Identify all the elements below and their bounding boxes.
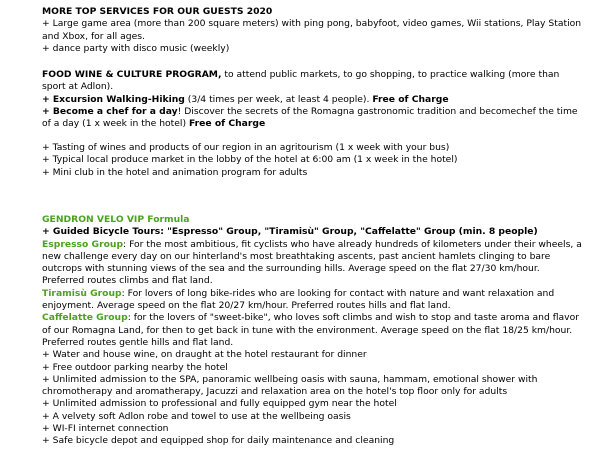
velo-espresso: [42, 239, 582, 288]
services-item-dance: + dance party with disco music (weekly): [42, 42, 230, 54]
food-list: [42, 142, 582, 179]
food-item-miniclub: + Mini club in the hotel and animation program for adults: [42, 166, 308, 178]
food-intro: [42, 69, 582, 94]
excursion-prefix: +: [42, 93, 53, 105]
tiramisu-text: : For lovers of long bike-rides who are looking for contact with nature and want relaxation and enjoyment. Average speed on the flat 20/27 km/hour. Preferred routes hills and flat land.: [42, 287, 555, 312]
food-title: FOOD WINE & CULTURE PROGRAM,: [42, 69, 222, 80]
chef-label: + Become a chef for a day: [42, 105, 178, 117]
velo-item-spa: + Unlimited admission to the SPA, panoramic wellbeing oasis with sauna, hammam, emotional shower with chromotherapy and aromatherapy, Jacuzzi and relaxation area on the hotel's top floor only for adults: [42, 373, 538, 398]
food-item-market: + Typical local produce market in the lobby of the hotel at 6:00 am (1 x week in the hotel): [42, 154, 458, 166]
food-chef: [42, 106, 582, 131]
chef-free: Free of Charge: [188, 118, 266, 130]
excursion-label: Excursion Walking-Hiking: [52, 93, 185, 105]
velo-item-wifi: + WI-FI internet connection: [42, 423, 169, 435]
velo-item-wine: + Water and house wine, on draught at the hotel restaurant for dinner: [42, 349, 367, 361]
velo-tiramisu: [42, 288, 582, 313]
velo-section: [42, 214, 582, 448]
chef-text: ! Discover the secrets of the Romagna gastronomic tradition and becomechef the time of a day (1 x week in the hotel): [42, 105, 578, 130]
velo-title: GENDRON VELO VIP Formula: [42, 214, 190, 225]
food-intro-text: to attend public markets, to go shopping, to practice walking (more than sport at Adlon).: [42, 69, 560, 93]
espresso-label: Espresso Group: [42, 238, 124, 250]
caffelatte-label: Caffelatte Group: [42, 312, 128, 324]
velo-tours: + Guided Bicycle Tours: "Espresso" Group, "Tiramisù" Group, "Caffelatte" Group (min. 8 people): [42, 226, 538, 238]
velo-item-gym: + Unlimited admission to professional and fully equipped gym near the hotel: [42, 398, 397, 410]
services-section: [42, 6, 582, 55]
velo-item-parking: + Free outdoor parking nearby the hotel: [42, 361, 228, 373]
velo-item-robe: + A velvety soft Adlon robe and towel to use at the wellbeing oasis: [42, 410, 351, 422]
tiramisu-label: Tiramisù Group: [42, 287, 122, 299]
caffelatte-text: : for the lovers of "sweet-bike", who loves soft climbs and wish to stop and taste aroma and flavor of our Romagna Land, for then to get back in tune with the environment. Average speed on the flat 18/25 km/hour. Preferred routes gentle hills and flat land.: [42, 312, 580, 348]
velo-caffelatte: [42, 312, 582, 349]
food-section: [42, 69, 582, 130]
food-item-tasting: + Tasting of wines and products of our region in an agritourism (1 x week with your bus): [42, 142, 450, 153]
velo-item-bike-depot: + Safe bicycle depot and equipped shop for daily maintenance and cleaning: [42, 435, 395, 447]
excursion-text: (3/4 times per week, at least 4 people).: [184, 93, 373, 105]
food-excursion: [42, 94, 582, 106]
services-item-games: + Large game area (more than 200 square meters) with ping pong, babyfoot, video games, Wii stations, Play Station and Xbox, for all ages.: [42, 18, 582, 42]
espresso-text: : For the most ambitious, fit cyclists who have already hundreds of kilometers under their wheels, a new challenge every day on our hinterland's most breathtaking ascents, past ancient hamlets clinging to bare outcrops with stunning views of the sea and the surrounding hills. Average speed on the flat 27/30 km/hour. Preferred routes climbs and flat land.: [42, 238, 582, 287]
excursion-free: Free of Charge: [372, 93, 449, 105]
services-title: MORE TOP SERVICES FOR OUR GUESTS 2020: [42, 6, 273, 17]
